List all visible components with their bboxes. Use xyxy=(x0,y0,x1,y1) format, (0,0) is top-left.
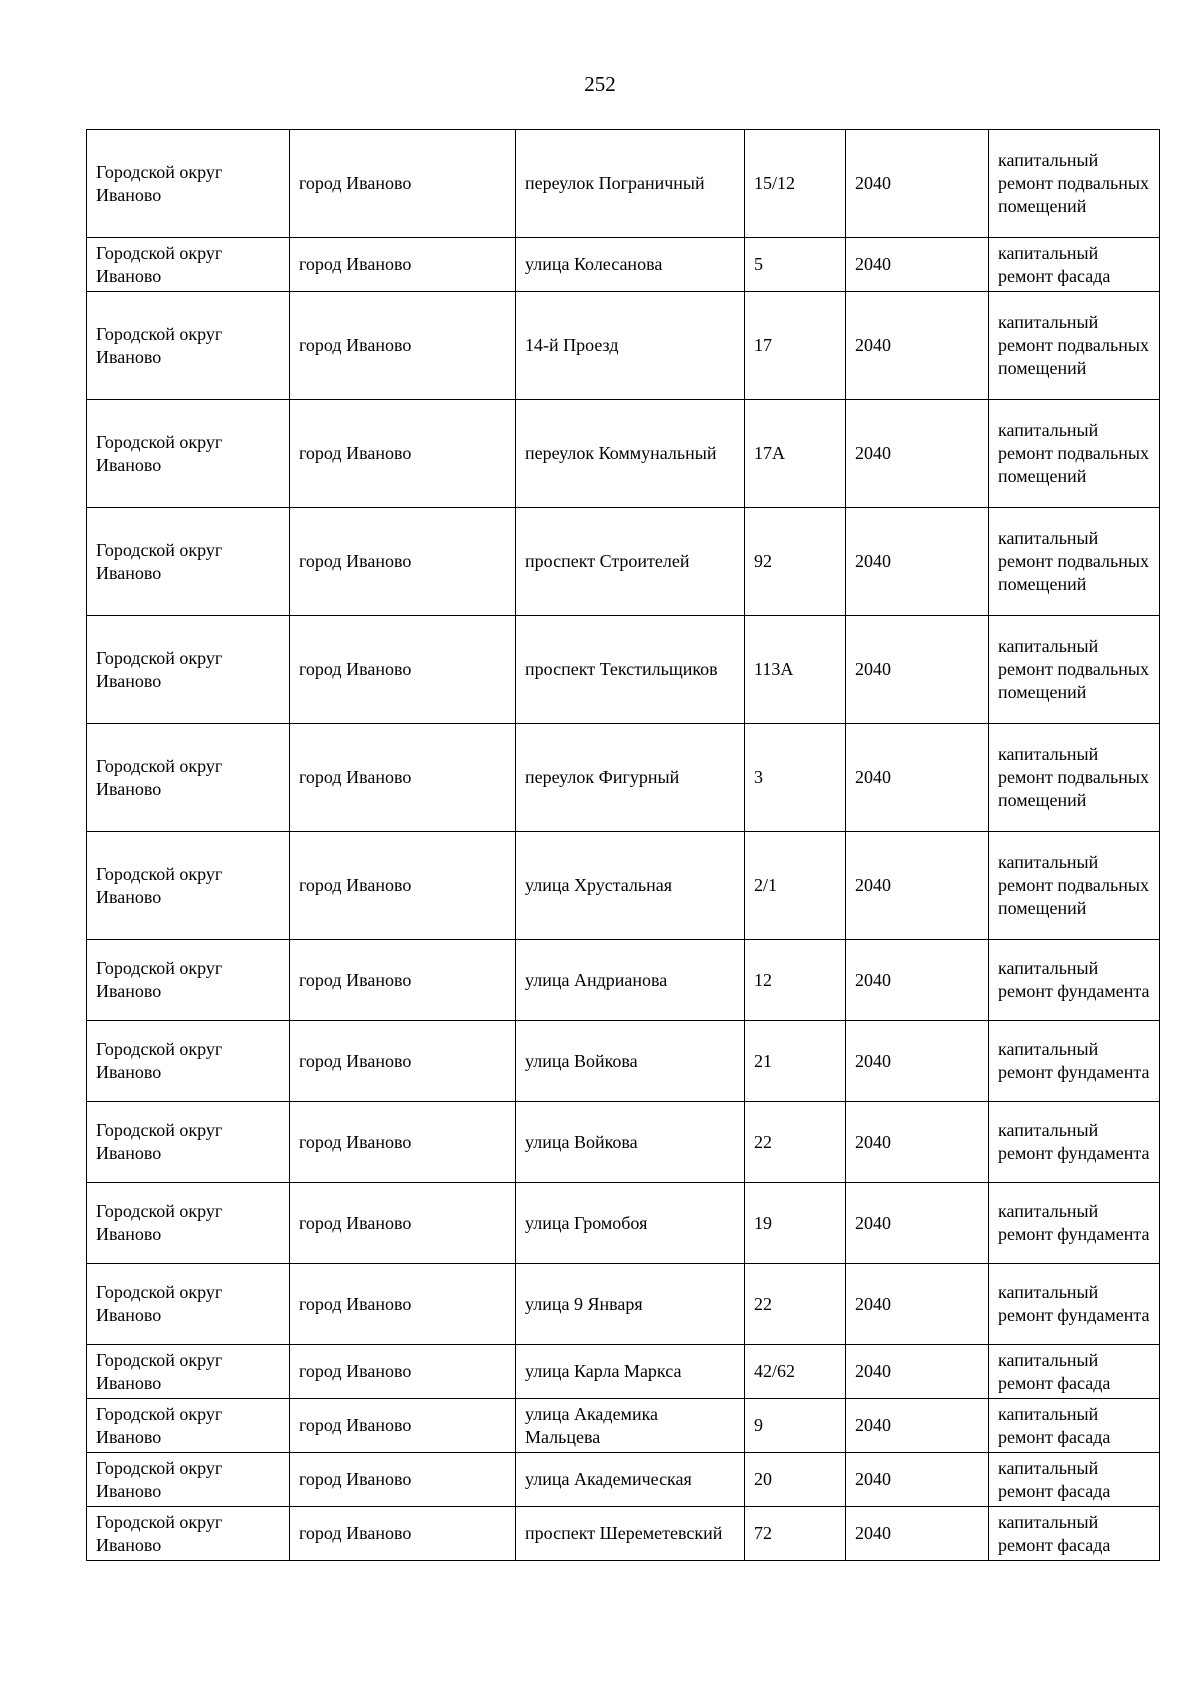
work-type-cell: капитальный ремонт подвальных помещений xyxy=(989,292,1160,400)
street-cell: переулок Коммунальный xyxy=(516,400,745,508)
municipality-cell: Городской округ Иваново xyxy=(87,400,290,508)
table-row xyxy=(87,724,1160,832)
work-type-cell: капитальный ремонт фасада xyxy=(989,1399,1160,1453)
house-number-cell: 20 xyxy=(745,1453,846,1507)
street-cell: переулок Фигурный xyxy=(516,724,745,832)
municipality-cell: Городской округ Иваново xyxy=(87,1399,290,1453)
year-cell: 2040 xyxy=(846,1399,989,1453)
municipality-cell: Городской округ Иваново xyxy=(87,1021,290,1102)
repair-schedule-table xyxy=(86,129,1160,1561)
settlement-cell: город Иваново xyxy=(290,508,516,616)
settlement-cell: город Иваново xyxy=(290,292,516,400)
street-cell: улица Колесанова xyxy=(516,238,745,292)
settlement-cell: город Иваново xyxy=(290,238,516,292)
work-type-cell: капитальный ремонт фундамента xyxy=(989,1102,1160,1183)
year-cell: 2040 xyxy=(846,1507,989,1561)
year-cell: 2040 xyxy=(846,400,989,508)
house-number-cell: 22 xyxy=(745,1264,846,1345)
year-cell: 2040 xyxy=(846,1021,989,1102)
municipality-cell: Городской округ Иваново xyxy=(87,238,290,292)
house-number-cell: 19 xyxy=(745,1183,846,1264)
table-row xyxy=(87,832,1160,940)
table-row xyxy=(87,1399,1160,1453)
year-cell: 2040 xyxy=(846,1345,989,1399)
street-cell: улица Громобоя xyxy=(516,1183,745,1264)
table-row xyxy=(87,1507,1160,1561)
municipality-cell: Городской округ Иваново xyxy=(87,724,290,832)
table-row xyxy=(87,1453,1160,1507)
street-cell: проспект Шереметевский xyxy=(516,1507,745,1561)
house-number-cell: 42/62 xyxy=(745,1345,846,1399)
settlement-cell: город Иваново xyxy=(290,1102,516,1183)
house-number-cell: 72 xyxy=(745,1507,846,1561)
municipality-cell: Городской округ Иваново xyxy=(87,1183,290,1264)
work-type-cell: капитальный ремонт фундамента xyxy=(989,1183,1160,1264)
municipality-cell: Городской округ Иваново xyxy=(87,1345,290,1399)
house-number-cell: 92 xyxy=(745,508,846,616)
table-row xyxy=(87,400,1160,508)
street-cell: улица Войкова xyxy=(516,1102,745,1183)
house-number-cell: 17А xyxy=(745,400,846,508)
table-row xyxy=(87,130,1160,238)
house-number-cell: 3 xyxy=(745,724,846,832)
street-cell: улица Хрустальная xyxy=(516,832,745,940)
work-type-cell: капитальный ремонт подвальных помещений xyxy=(989,724,1160,832)
street-cell: проспект Строителей xyxy=(516,508,745,616)
table-row xyxy=(87,508,1160,616)
street-cell: проспект Текстильщиков xyxy=(516,616,745,724)
work-type-cell: капитальный ремонт фундамента xyxy=(989,1264,1160,1345)
settlement-cell: город Иваново xyxy=(290,1345,516,1399)
table-row xyxy=(87,1345,1160,1399)
year-cell: 2040 xyxy=(846,238,989,292)
street-cell: переулок Пограничный xyxy=(516,130,745,238)
settlement-cell: город Иваново xyxy=(290,1183,516,1264)
municipality-cell: Городской округ Иваново xyxy=(87,1507,290,1561)
municipality-cell: Городской округ Иваново xyxy=(87,1453,290,1507)
work-type-cell: капитальный ремонт подвальных помещений xyxy=(989,616,1160,724)
settlement-cell: город Иваново xyxy=(290,130,516,238)
table-row xyxy=(87,1264,1160,1345)
year-cell: 2040 xyxy=(846,1453,989,1507)
work-type-cell: капитальный ремонт фасада xyxy=(989,238,1160,292)
house-number-cell: 22 xyxy=(745,1102,846,1183)
settlement-cell: город Иваново xyxy=(290,1399,516,1453)
table-row xyxy=(87,616,1160,724)
year-cell: 2040 xyxy=(846,1102,989,1183)
house-number-cell: 12 xyxy=(745,940,846,1021)
settlement-cell: город Иваново xyxy=(290,1264,516,1345)
year-cell: 2040 xyxy=(846,508,989,616)
work-type-cell: капитальный ремонт фасада xyxy=(989,1507,1160,1561)
work-type-cell: капитальный ремонт подвальных помещений xyxy=(989,508,1160,616)
work-type-cell: капитальный ремонт подвальных помещений xyxy=(989,832,1160,940)
municipality-cell: Городской округ Иваново xyxy=(87,130,290,238)
house-number-cell: 21 xyxy=(745,1021,846,1102)
municipality-cell: Городской округ Иваново xyxy=(87,292,290,400)
house-number-cell: 15/12 xyxy=(745,130,846,238)
municipality-cell: Городской округ Иваново xyxy=(87,832,290,940)
house-number-cell: 9 xyxy=(745,1399,846,1453)
table-row xyxy=(87,1021,1160,1102)
year-cell: 2040 xyxy=(846,130,989,238)
year-cell: 2040 xyxy=(846,1264,989,1345)
settlement-cell: город Иваново xyxy=(290,400,516,508)
municipality-cell: Городской округ Иваново xyxy=(87,1102,290,1183)
year-cell: 2040 xyxy=(846,616,989,724)
year-cell: 2040 xyxy=(846,1183,989,1264)
settlement-cell: город Иваново xyxy=(290,1453,516,1507)
street-cell: 14-й Проезд xyxy=(516,292,745,400)
municipality-cell: Городской округ Иваново xyxy=(87,940,290,1021)
table-row xyxy=(87,238,1160,292)
table-row xyxy=(87,1183,1160,1264)
work-type-cell: капитальный ремонт подвальных помещений xyxy=(989,400,1160,508)
work-type-cell: капитальный ремонт фасада xyxy=(989,1345,1160,1399)
year-cell: 2040 xyxy=(846,292,989,400)
street-cell: улица Войкова xyxy=(516,1021,745,1102)
settlement-cell: город Иваново xyxy=(290,1507,516,1561)
street-cell: улица Академическая xyxy=(516,1453,745,1507)
street-cell: улица Карла Маркса xyxy=(516,1345,745,1399)
street-cell: улица Андрианова xyxy=(516,940,745,1021)
page-number: 252 xyxy=(584,72,616,96)
settlement-cell: город Иваново xyxy=(290,616,516,724)
table-row xyxy=(87,940,1160,1021)
year-cell: 2040 xyxy=(846,832,989,940)
house-number-cell: 2/1 xyxy=(745,832,846,940)
settlement-cell: город Иваново xyxy=(290,724,516,832)
municipality-cell: Городской округ Иваново xyxy=(87,508,290,616)
settlement-cell: город Иваново xyxy=(290,1021,516,1102)
work-type-cell: капитальный ремонт фундамента xyxy=(989,940,1160,1021)
table-row xyxy=(87,1102,1160,1183)
table-body xyxy=(87,130,1160,1561)
table-row xyxy=(87,292,1160,400)
work-type-cell: капитальный ремонт фундамента xyxy=(989,1021,1160,1102)
street-cell: улица 9 Января xyxy=(516,1264,745,1345)
house-number-cell: 17 xyxy=(745,292,846,400)
municipality-cell: Городской округ Иваново xyxy=(87,616,290,724)
house-number-cell: 5 xyxy=(745,238,846,292)
year-cell: 2040 xyxy=(846,724,989,832)
work-type-cell: капитальный ремонт подвальных помещений xyxy=(989,130,1160,238)
street-cell: улица Академика Мальцева xyxy=(516,1399,745,1453)
work-type-cell: капитальный ремонт фасада xyxy=(989,1453,1160,1507)
settlement-cell: город Иваново xyxy=(290,832,516,940)
settlement-cell: город Иваново xyxy=(290,940,516,1021)
year-cell: 2040 xyxy=(846,940,989,1021)
municipality-cell: Городской округ Иваново xyxy=(87,1264,290,1345)
house-number-cell: 113А xyxy=(745,616,846,724)
